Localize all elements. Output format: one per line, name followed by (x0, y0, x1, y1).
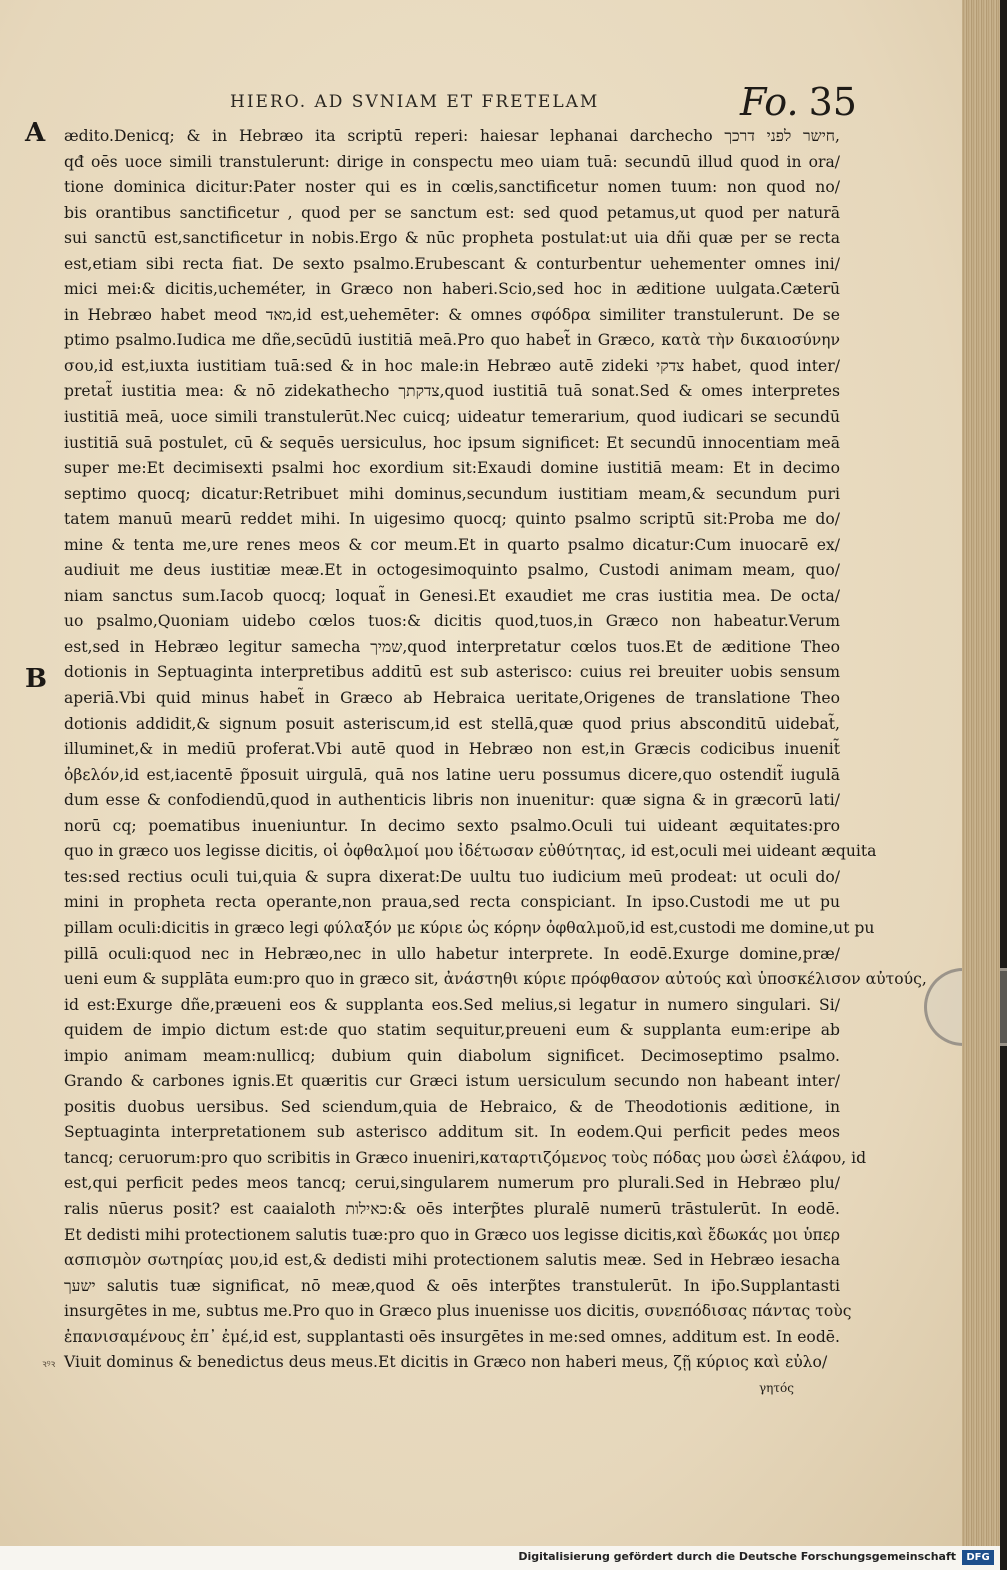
text-line: audiuit me deus iustitiæ meæ.Et in octogesimoquinto psalmo, Custodi animam meam, quo/ (64, 561, 840, 580)
text-line: est,etiam sibi recta fiat. De sexto psalmo.Erubescant & conturbentur uehementer omnes ini/ (64, 254, 840, 273)
text-line: ralis nūerus posit? est caaialoth כאילות:& oēs interp̃tes pluralē numerū trāstulerūt. In eodē. (64, 1199, 840, 1218)
text-line: Viuit dominus & benedictus deus meus.Et dicitis in Græco non haberi meus, ζῇ κύριος καὶ εὐλο/ (64, 1353, 828, 1372)
text-line: dum esse & confodiendū,quod in authenticis libris non inuenitur: quæ signa & in græcorū lati/ (64, 791, 840, 810)
text-line: tione dominica dicitur:Pater noster qui es in cœlis,sanctificetur nomen tuum: non quod no/ (64, 178, 840, 197)
footer-credit: Digitalisierung gefördert durch die Deutsche Forschungsgemeinschaft (518, 1550, 956, 1563)
text-line: σου,id est,iuxta iustitiam tuā:sed & in hoc male:in Hebræo autē zideki צדקי habet, quod inter/ (64, 356, 840, 375)
folio-number: 35 (808, 80, 857, 124)
running-title: HIERO. AD SVNIAM ET FRETELAM (230, 92, 600, 112)
digitization-footer (0, 1546, 1000, 1570)
folio-mark (740, 80, 857, 124)
text-line: uo psalmo,Quoniam uidebo cœlos tuos:& dicitis quod,tuos,in Græco non habeatur.Verum (64, 612, 840, 631)
text-line: ασπισμὸν σωτηρίας μου,id est,& dedisti mihi protectionem salutis meæ. Sed in Hebræo iesacha (64, 1251, 840, 1270)
text-line: Septuaginta interpretationem sub asterisco additum sit. In eodem.Qui perficit pedes meos (64, 1123, 840, 1142)
text-line: pretat̃ iustitia mea: & nō zidekathecho צדקתך,quod iustitiā tuā sonat.Sed & omes interpretes (64, 382, 840, 401)
text-line: est,qui perficit pedes meos tancq; cerui,singularem numerum pro plurali.Sed in Hebræo plu/ (64, 1174, 840, 1193)
text-line: ueni eum & supplāta eum:pro quo in græco sit, ἀνάστηθι κύριε πρόφθασον αὐτούς καὶ ὑποσκέλισον αὐτούς, (64, 970, 927, 989)
stray-ink-mark: ꝛꝰꝛ (42, 1359, 56, 1370)
text-line: dotionis in Septuaginta interpretibus additū est sub asterisco: cuius rei breuiter uobis sensum (64, 663, 840, 682)
text-line: sui sanctū est,sanctificetur in nobis.Ergo & nūc propheta postulat:ut uia dñi quæ per se recta (64, 229, 840, 248)
section-marker-b: B (25, 664, 47, 694)
text-line: est,sed in Hebræo legitur samecha שמיך,quod interpretatur cœlos tuos.Et de æditione Theo (64, 637, 840, 656)
main-text (64, 124, 927, 1401)
folio-label: Fo. (740, 80, 799, 124)
text-line: tatem manuū mearū reddet mihi. In uigesimo quocq; quinto psalmo scriptū sit:Proba me do/ (64, 510, 840, 529)
page-edge-stack (962, 0, 1000, 1546)
text-line: ἐπανισαμένους ἐπ᾽ ἐμέ,id est, supplantasti oēs insurgētes in me:sed omnes, additum est. In eodē. (64, 1327, 840, 1346)
text-line: norū cq; poematibus inueniuntur. In decimo sexto psalmo.Oculi tui uideant æquitates:pro (64, 816, 840, 835)
text-line: Et dedisti mihi protectionem salutis tuæ:pro quo in Græco uos legisse dicitis,καὶ ἔδωκάς μοι ὑπερ (64, 1225, 841, 1244)
text-line: septimo quocq; dicatur:Retribuet mihi dominus,secundum iustitiam meam,& secundum puri (64, 484, 840, 503)
text-line: qđ oēs uoce simili transtulerunt: dirige in conspectu meo uiam tuā: secundū illud quod in ora/ (64, 152, 840, 171)
text-line: niam sanctus sum.Iacob quocq; loquat̃ in Genesi.Et exaudiet me cras iustitia mea. De octa/ (64, 586, 840, 605)
text-line: bis orantibus sanctificetur , quod per se sanctum est: sed quod petamus,ut quod per naturā (64, 203, 840, 222)
text-line: tes:sed rectius oculi tui,quia & supra dixerat:De uultu tuo iudicium meū prodeat: ut oculi do/ (64, 867, 840, 886)
dfg-logo: DFG (962, 1550, 994, 1565)
catchword: γητός (759, 1380, 794, 1395)
section-marker-a: A (25, 118, 46, 148)
page-header (230, 80, 857, 128)
text-line: ædito.Denicq; & in Hebræo ita scriptū reperi: haiesar lephanai darchecho חישר לפני דרכך, (64, 127, 840, 145)
text-line: ὀβελόν,id est,iacentē p̃posuit uirgulā, quā nos latine ueru possumus dicere,quo ostendit̃ iugulā (64, 765, 840, 784)
text-line: mine & tenta me,ure renes meos & cor meum.Et in quarto psalmo dicatur:Cum inuocarē ex/ (64, 535, 840, 554)
text-line: mini in propheta recta operante,non praua,sed recta conspiciant. In ipso.Custodi me ut pu (64, 893, 840, 912)
text-line: id est:Exurge dñe,præueni eos & supplanta eos.Sed melius,si legatur in numero singulari. Si/ (64, 995, 840, 1014)
text-line: aperiā.Vbi quid minus habet̃ in Græco ab Hebraica ueritate,Origenes de translatione Theo (64, 689, 840, 708)
text-line: pillā oculi:quod nec in Hebræo,nec in ullo habetur interprete. In eodē.Exurge domine,præ/ (64, 944, 840, 963)
text-line: super me:Et decimisexti psalmi hoc exordium sit:Exaudi domine iustitiā meam: Et in decimo (64, 459, 840, 478)
text-line: iustitiā meā, uoce simili transtulerūt.Nec cuicq; uideatur temerarium, quod iudicari se secundū (64, 408, 840, 427)
text-line: positis duobus uersibus. Sed sciendum,quia de Hebraico, & de Theodotionis æditione, in (64, 1097, 840, 1116)
text-line: in Hebræo habet meod מאד,id est,uehemēter: & omnes σφόδρα similiter transtulerunt. De se (64, 305, 840, 324)
text-line: tancq; ceruorum:pro quo scribitis in Græco inueniri,καταρτιζόμενος τοὺς πόδας μου ὡσεὶ ἐλάφου, id (64, 1148, 867, 1167)
text-line: iustitiā suā postulet, cū & sequēs uersiculus, hoc ipsum significet: Et secundū innocentiam meā (64, 433, 840, 452)
text-line: insurgētes in me, subtus me.Pro quo in Græco plus inuenisse uos dicitis, συνεπόδισας πάντας τοὺς (64, 1302, 852, 1321)
text-line: Grando & carbones ignis.Et quæritis cur Græci istum uersiculum secundo non habeant inter/ (64, 1072, 840, 1091)
text-line: impio animam meam:nullicq; dubium quin diabolum significet. Decimoseptimo psalmo. (64, 1046, 840, 1065)
text-line: pillam oculi:dicitis in græco legi φύλαξόν με κύριε ὡς κόρην ὀφθαλμοῦ,id est,custodi me domine,ut pu (64, 918, 875, 937)
text-line: illuminet,& in mediū proferat.Vbi autē quod in Hebræo non est,in Græcis codicibus inuenit̃ (64, 740, 840, 759)
text-line: quidem de impio dictum est:de quo statim sequitur,preueni eum & supplanta eum:eripe ab (64, 1021, 840, 1040)
text-line: ptimo psalmo.Iudica me dñe,secūdū iustitiā meā.Pro quo habet̃ in Græco, κατὰ τὴν δικαιοσύνην (64, 331, 840, 350)
text-line: dotionis addidit,& signum posuit asteriscum,id est stellā,quæ quod prius absconditū uidebat̃, (64, 714, 840, 733)
text-line: ישעך salutis tuæ significat, nō meæ,quod & oēs interp̃tes transtulerūt. In ip̄o.Supplantasti (64, 1276, 840, 1295)
text-line: mici mei:& dicitis,ucheméter, in Græco non haberi.Scio,sed hoc in æditione uulgata.Cæterū (64, 280, 840, 299)
text-line: quo in græco uos legisse dicitis, οἱ ὀφθαλμοί μου ἰδέτωσαν εὐθύτητας, id est,oculi mei uideant æquita (64, 842, 877, 861)
